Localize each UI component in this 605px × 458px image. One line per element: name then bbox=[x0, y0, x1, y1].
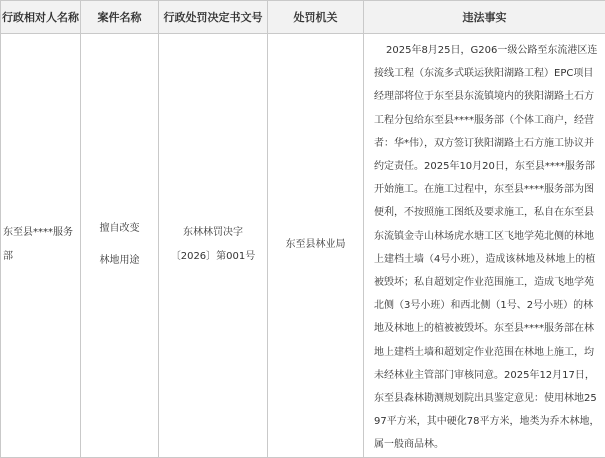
case-name-line1: 擅自改变 bbox=[81, 217, 158, 241]
party-name-cell bbox=[1, 34, 81, 458]
party-name: 东至县****服务部 bbox=[3, 227, 73, 262]
header-decision-number: 行政处罚决定书文号 bbox=[159, 1, 268, 34]
case-name-cell bbox=[81, 34, 159, 458]
header-case-name: 案件名称 bbox=[81, 1, 159, 34]
header-violation-facts: 违法事实 bbox=[364, 1, 605, 34]
table-header-row bbox=[1, 1, 605, 34]
penalty-authority: 东至县林业局 bbox=[286, 239, 346, 250]
decision-number-cell bbox=[159, 34, 268, 458]
header-penalty-authority: 处罚机关 bbox=[268, 1, 364, 34]
decision-number-line1: 东林林罚决字 bbox=[159, 221, 267, 245]
decision-number-line2: 〔2026〕第001号 bbox=[159, 245, 267, 269]
authority-cell bbox=[268, 34, 364, 458]
case-name-line2: 林地用途 bbox=[81, 249, 158, 273]
header-party-name: 行政相对人名称 bbox=[1, 1, 81, 34]
table-row bbox=[1, 34, 605, 458]
violation-facts: 2025年8月25日，G206一级公路至东流港区连接线工程（东流多式联运狭阳湖路工程）EPC项目经理部将位于东至县东流镇境内的狭阳湖路土石方工程分包给东至县****服务部（个体工商户，经营者：华*伟），双方签订狭阳湖路土石方施工协议并约定责任。2025年10月20日，东至县****服务部开始施工。在施工过程中，东至县****服务部为图便利，不按照施工图纸及要求施工，私自在东至县东流镇金寺山林场虎水塘工区飞地学苑北侧的林地上建档土墙（4号小班），造成该林地及林地上的植被毁坏；私自超划定作业范围施工，造成飞地学苑北侧（3号小班）和西北侧（1号、2号小班）的林地及林地上的植被被毁坏。东至县****服务部在林地上建档土墙和超划定作业范围在林地上施工，均未经林业主管部门审核同意。2025年12月17日，东至县森林勘测规划院出具鉴定意见：使用林地2597平方米，其中硬化78平方米，地类为乔木林地，属一般商品林。 bbox=[364, 34, 605, 458]
